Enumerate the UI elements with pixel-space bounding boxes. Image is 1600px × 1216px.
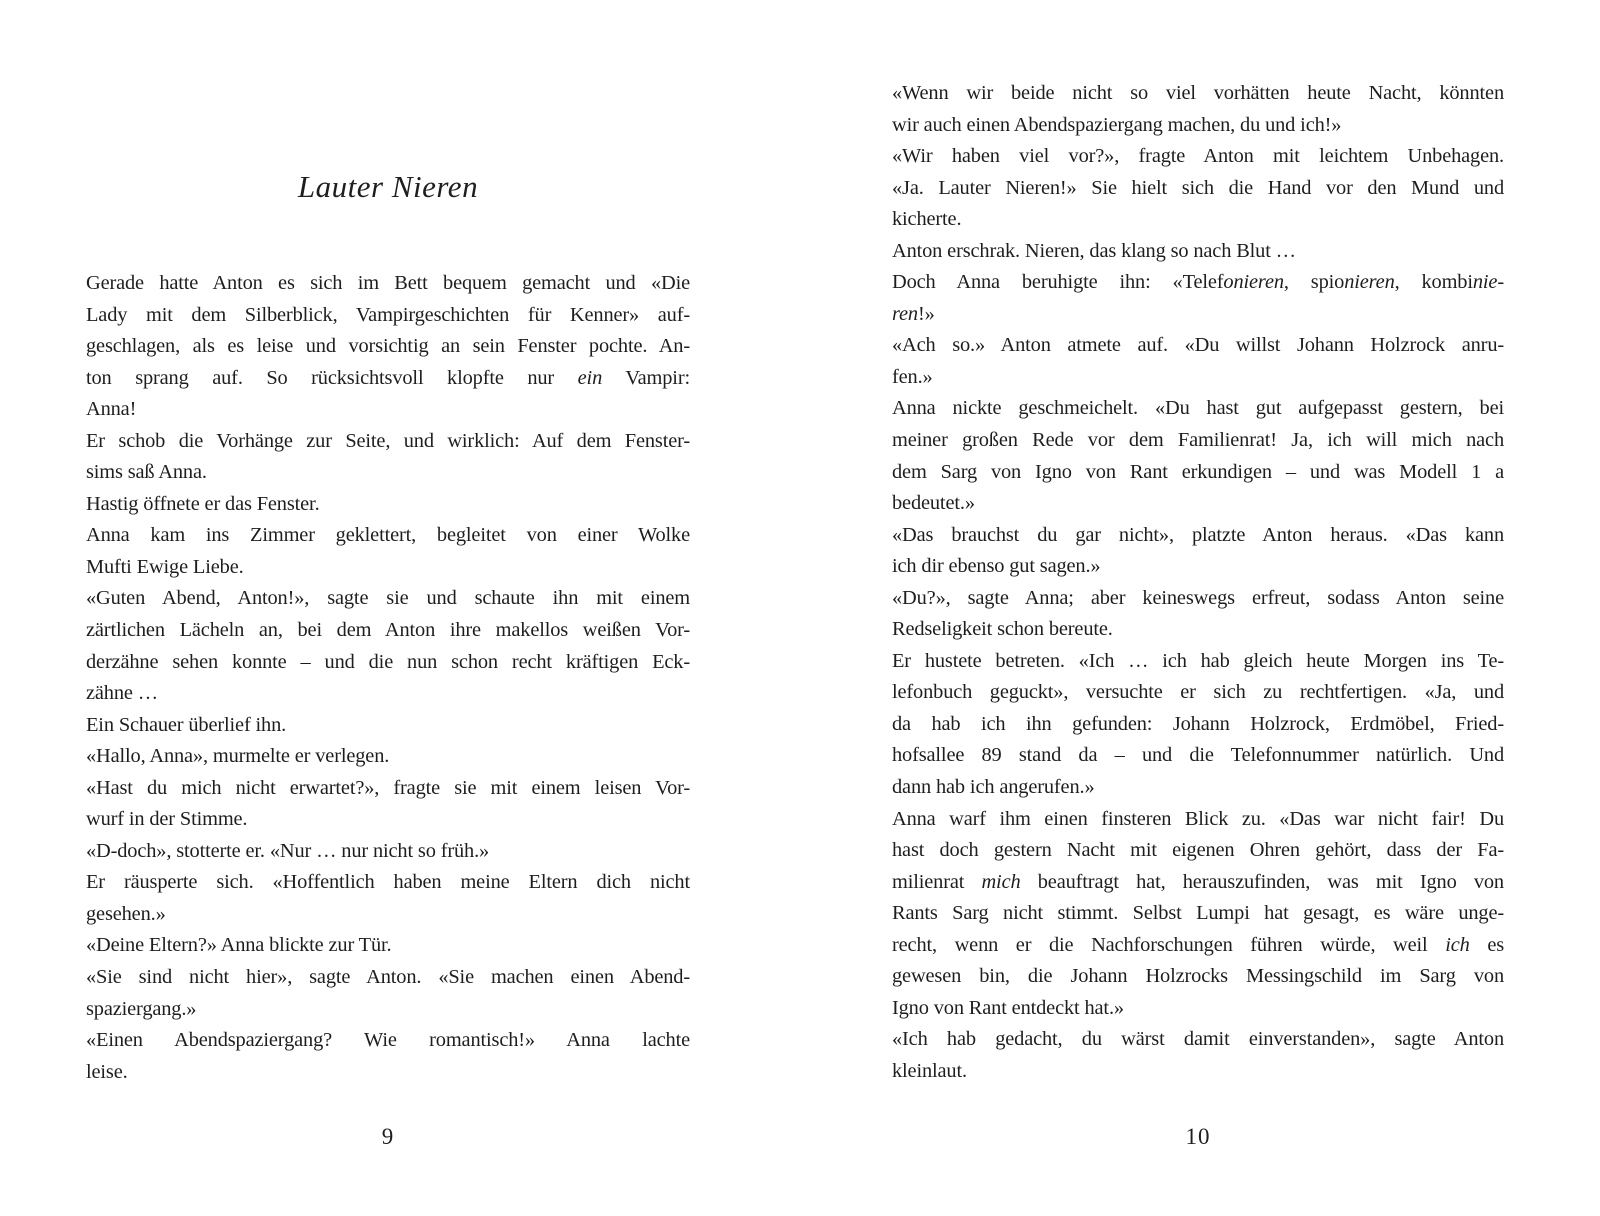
text-line: kleinlaut. [892,1059,967,1082]
text-line: bedeutet.» [892,492,975,515]
page-number-left: 9 [381,1124,395,1149]
text-line: Igno von Rant entdeckt hat.» [892,996,1124,1019]
text-line: «Du?», sagte Anna; aber keineswegs erfreut, sodass Anton seine [892,586,1504,609]
text-line: «Sie sind nicht hier», sagte Anton. «Sie machen einen Abend- [86,966,690,989]
text-line: fen.» [892,365,933,388]
text-line: «D-doch», stotterte er. «Nur … nur nicht so früh.» [86,839,490,862]
text-line: «Wir haben viel vor?», fragte Anton mit leichtem Unbehagen. [892,145,1504,168]
text-line: «Einen Abendspaziergang? Wie romantisch!» Anna lachte [86,1029,690,1052]
text-line: «Hast du mich nicht erwartet?», fragte sie mit einem leisen Vor- [86,776,690,799]
text-line: ich dir ebenso gut sagen.» [892,555,1101,578]
text-line: Anna! [86,398,137,421]
text-line: «Hallo, Anna», murmelte er verlegen. [86,745,390,768]
text-line: Anna warf ihm einen finsteren Blick zu. «Das war nicht fair! Du [892,807,1504,830]
page-number-right: 10 [1185,1124,1211,1149]
text-line: spaziergang.» [86,997,197,1020]
text-line: Hastig öffnete er das Fenster. [86,492,320,515]
text-line: milienrat mich beauftragt hat, herauszufinden, was mit Igno von [892,870,1504,893]
chapter-title: Lauter Nieren [297,169,479,204]
text-line: Mufti Ewige Liebe. [86,555,244,578]
text-line: recht, wenn er die Nachforschungen führen würde, weil ich es [892,933,1504,956]
right-page-text [892,78,1504,1088]
text-line: lefonbuch geguckt», versuchte er sich zu rechtfertigen. «Ja, und [892,681,1504,704]
text-line: «Das brauchst du gar nicht», platzte Anton heraus. «Das kann [892,523,1504,546]
text-line: Er hustete betreten. «Ich … ich hab gleich heute Morgen ins Te- [892,649,1504,672]
text-line: Gerade hatte Anton es sich im Bett bequem gemacht und «Die [86,272,690,294]
text-line: wir auch einen Abendspaziergang machen, du und ich!» [892,113,1342,136]
text-line: meiner großen Rede vor dem Familienrat! Ja, ich will mich nach [892,429,1504,452]
text-line: sims saß Anna. [86,461,207,484]
text-line: Anton erschrak. Nieren, das klang so nach Blut … [892,239,1296,262]
text-line: da hab ich ihn gefunden: Johann Holzrock, Erdmöbel, Fried- [892,712,1504,735]
text-line: «Ja. Lauter Nieren!» Sie hielt sich die Hand vor den Mund und [892,176,1504,199]
text-line: hofsallee 89 stand da – und die Telefonnummer natürlich. Und [892,744,1504,767]
text-line: «Wenn wir beide nicht so viel vorhätten heute Nacht, könnten [892,82,1504,104]
text-line: hast doch gestern Nacht mit eigenen Ohren gehört, dass der Fa- [892,839,1504,862]
text-line: «Ich hab gedacht, du wärst damit einverstanden», sagte Anton [892,1028,1504,1051]
text-line: Anna nickte geschmeichelt. «Du hast gut aufgepasst gestern, bei [892,397,1504,420]
text-line: Ein Schauer überlief ihn. [86,713,287,736]
text-line: derzähne sehen konnte – und die nun schon recht kräftigen Eck- [86,650,690,673]
text-line: leise. [86,1060,128,1083]
text-line: kicherte. [892,208,962,231]
text-line: ton sprang auf. So rücksichtsvoll klopfte nur ein Vampir: [86,366,690,389]
text-line: Er schob die Vorhänge zur Seite, und wirklich: Auf dem Fenster- [86,429,690,452]
text-line: Lady mit dem Silberblick, Vampirgeschichten für Kenner» auf- [86,303,690,326]
text-line: «Guten Abend, Anton!», sagte sie und schaute ihn mit einem [86,587,690,610]
text-line: Rants Sarg nicht stimmt. Selbst Lumpi hat gesagt, es wäre unge- [892,902,1504,925]
text-line: Redseligkeit schon bereute. [892,618,1113,641]
left-page-text [86,268,690,1088]
text-line: gesehen.» [86,902,166,925]
text-line: geschlagen, als es leise und vorsichtig an sein Fenster pochte. An- [86,335,690,358]
text-line: Doch Anna beruhigte ihn: «Telefonieren, spionieren, kombinie- [892,271,1504,294]
text-line: dann hab ich angerufen.» [892,776,1095,799]
text-line: zähne … [86,682,158,705]
text-line: zärtlichen Lächeln an, bei dem Anton ihre makellos weißen Vor- [86,619,690,642]
text-line: «Deine Eltern?» Anna blickte zur Tür. [86,934,392,957]
text-line: «Ach so.» Anton atmete auf. «Du willst Johann Holzrock anru- [892,334,1504,357]
text-line: dem Sarg von Igno von Rant erkundigen – und was Modell 1 a [892,460,1504,483]
text-line: gewesen bin, die Johann Holzrocks Messingschild im Sarg von [892,965,1504,988]
text-line: wurf in der Stimme. [86,808,248,831]
text-line: Er räusperte sich. «Hoffentlich haben meine Eltern dich nicht [86,871,690,894]
text-line: Anna kam ins Zimmer geklettert, begleitet von einer Wolke [86,524,690,547]
text-line: ren!» [892,302,935,325]
